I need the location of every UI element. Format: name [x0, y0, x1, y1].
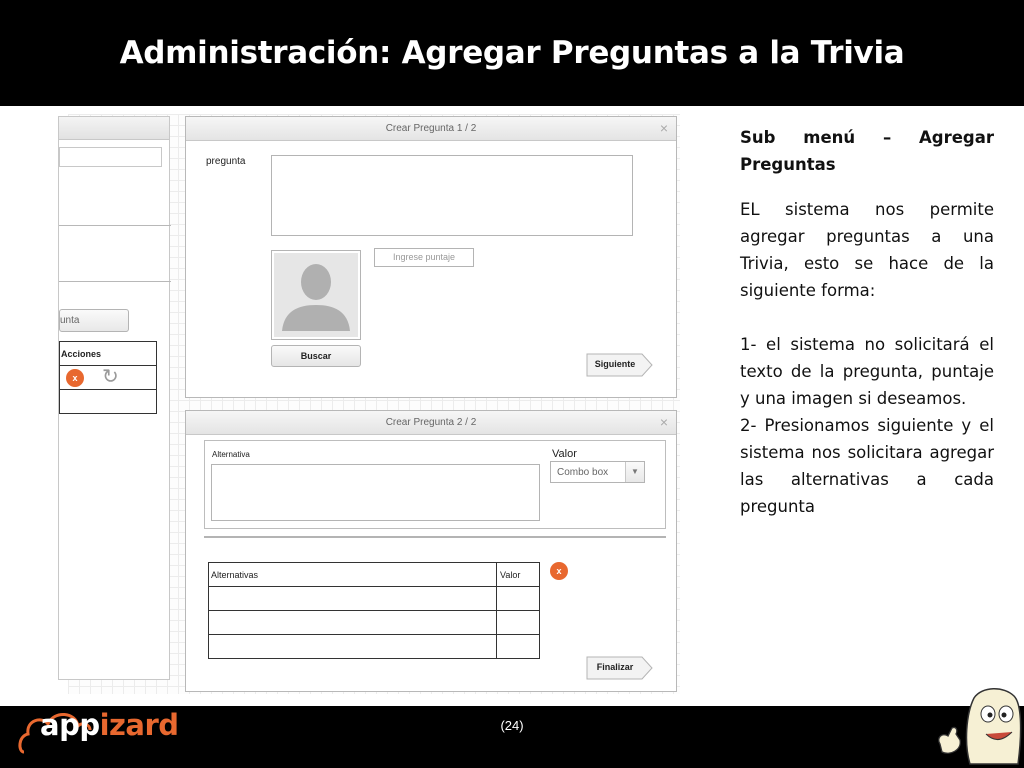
appizard-logo — [18, 696, 179, 756]
question-label: pregunta — [206, 156, 246, 167]
search-button[interactable]: Buscar — [271, 345, 361, 367]
description-step-2: 2- Presionamos siguiente y el sistema nos solicitara agregar las alternativas a cada pregunta — [740, 416, 994, 516]
table-cell — [209, 587, 497, 610]
finish-button-label: Finalizar — [596, 662, 634, 672]
description-panel — [740, 124, 994, 520]
dialog-titlebar — [186, 117, 676, 141]
logo-prefix: app — [40, 708, 100, 742]
dialog-title: Crear Pregunta 1 / 2 — [385, 123, 477, 134]
alternatives-table — [208, 562, 540, 659]
close-icon[interactable]: × — [659, 414, 668, 430]
table-cell — [209, 635, 497, 659]
description-heading: Sub menú – Agregar Preguntas — [740, 128, 994, 174]
combo-value: Combo box — [557, 467, 609, 478]
score-input[interactable]: Ingrese puntaje — [374, 248, 474, 267]
background-table — [59, 341, 157, 414]
logo-suffix: izard — [99, 708, 179, 742]
alternative-textarea[interactable] — [211, 464, 540, 521]
footer-bar — [0, 706, 1024, 768]
table-header-row — [209, 563, 539, 587]
table-cell — [209, 611, 497, 634]
refresh-icon[interactable]: ↻ — [102, 366, 119, 388]
divider — [59, 225, 171, 226]
table-cell — [498, 611, 540, 634]
mockup-canvas — [60, 114, 680, 694]
table-row — [60, 366, 156, 390]
next-button-label: Siguiente — [594, 359, 636, 369]
close-icon[interactable]: × — [659, 120, 668, 136]
background-window-titlebar — [59, 117, 169, 140]
table-cell — [498, 587, 540, 610]
divider — [59, 281, 171, 282]
background-button[interactable]: unta — [59, 309, 129, 332]
background-window — [58, 116, 170, 680]
logo-wordmark — [40, 708, 179, 742]
create-question-dialog-1 — [185, 116, 677, 398]
table-cell — [498, 635, 540, 659]
description-intro: EL sistema nos permite agregar preguntas a una Trivia, esto se hace de la siguiente forma: — [740, 200, 994, 300]
dialog-title: Crear Pregunta 2 / 2 — [385, 417, 477, 428]
table-header-actions: Acciones — [60, 342, 156, 366]
question-textarea[interactable] — [271, 155, 633, 236]
table-row[interactable] — [209, 611, 539, 635]
image-placeholder[interactable] — [271, 250, 361, 340]
description-step-1: 1- el sistema no solicitará el texto de la pregunta, puntaje y una imagen si deseamos. — [740, 335, 994, 408]
table-row[interactable] — [209, 635, 539, 659]
delete-icon[interactable]: x — [550, 562, 568, 580]
column-header-value: Valor — [500, 570, 521, 580]
finish-button[interactable] — [586, 656, 654, 680]
background-search-input[interactable] — [59, 147, 162, 167]
user-silhouette-icon — [274, 253, 358, 337]
page-number: (24) — [500, 718, 524, 733]
next-button[interactable] — [586, 353, 654, 377]
value-combo-box[interactable] — [550, 461, 645, 483]
column-header-alternatives: Alternativas — [209, 563, 497, 586]
mascot-icon — [930, 684, 1024, 768]
divider — [204, 536, 666, 538]
alternative-label: Alternativa — [212, 450, 250, 459]
delete-icon[interactable]: x — [66, 369, 84, 387]
chevron-down-icon[interactable]: ▼ — [625, 462, 644, 482]
slide-title: Administración: Agregar Preguntas a la Trivia — [119, 35, 905, 71]
create-question-dialog-2 — [185, 410, 677, 692]
title-bar — [0, 0, 1024, 106]
table-row[interactable] — [209, 587, 539, 611]
value-label: Valor — [552, 448, 577, 460]
dialog-titlebar — [186, 411, 676, 435]
